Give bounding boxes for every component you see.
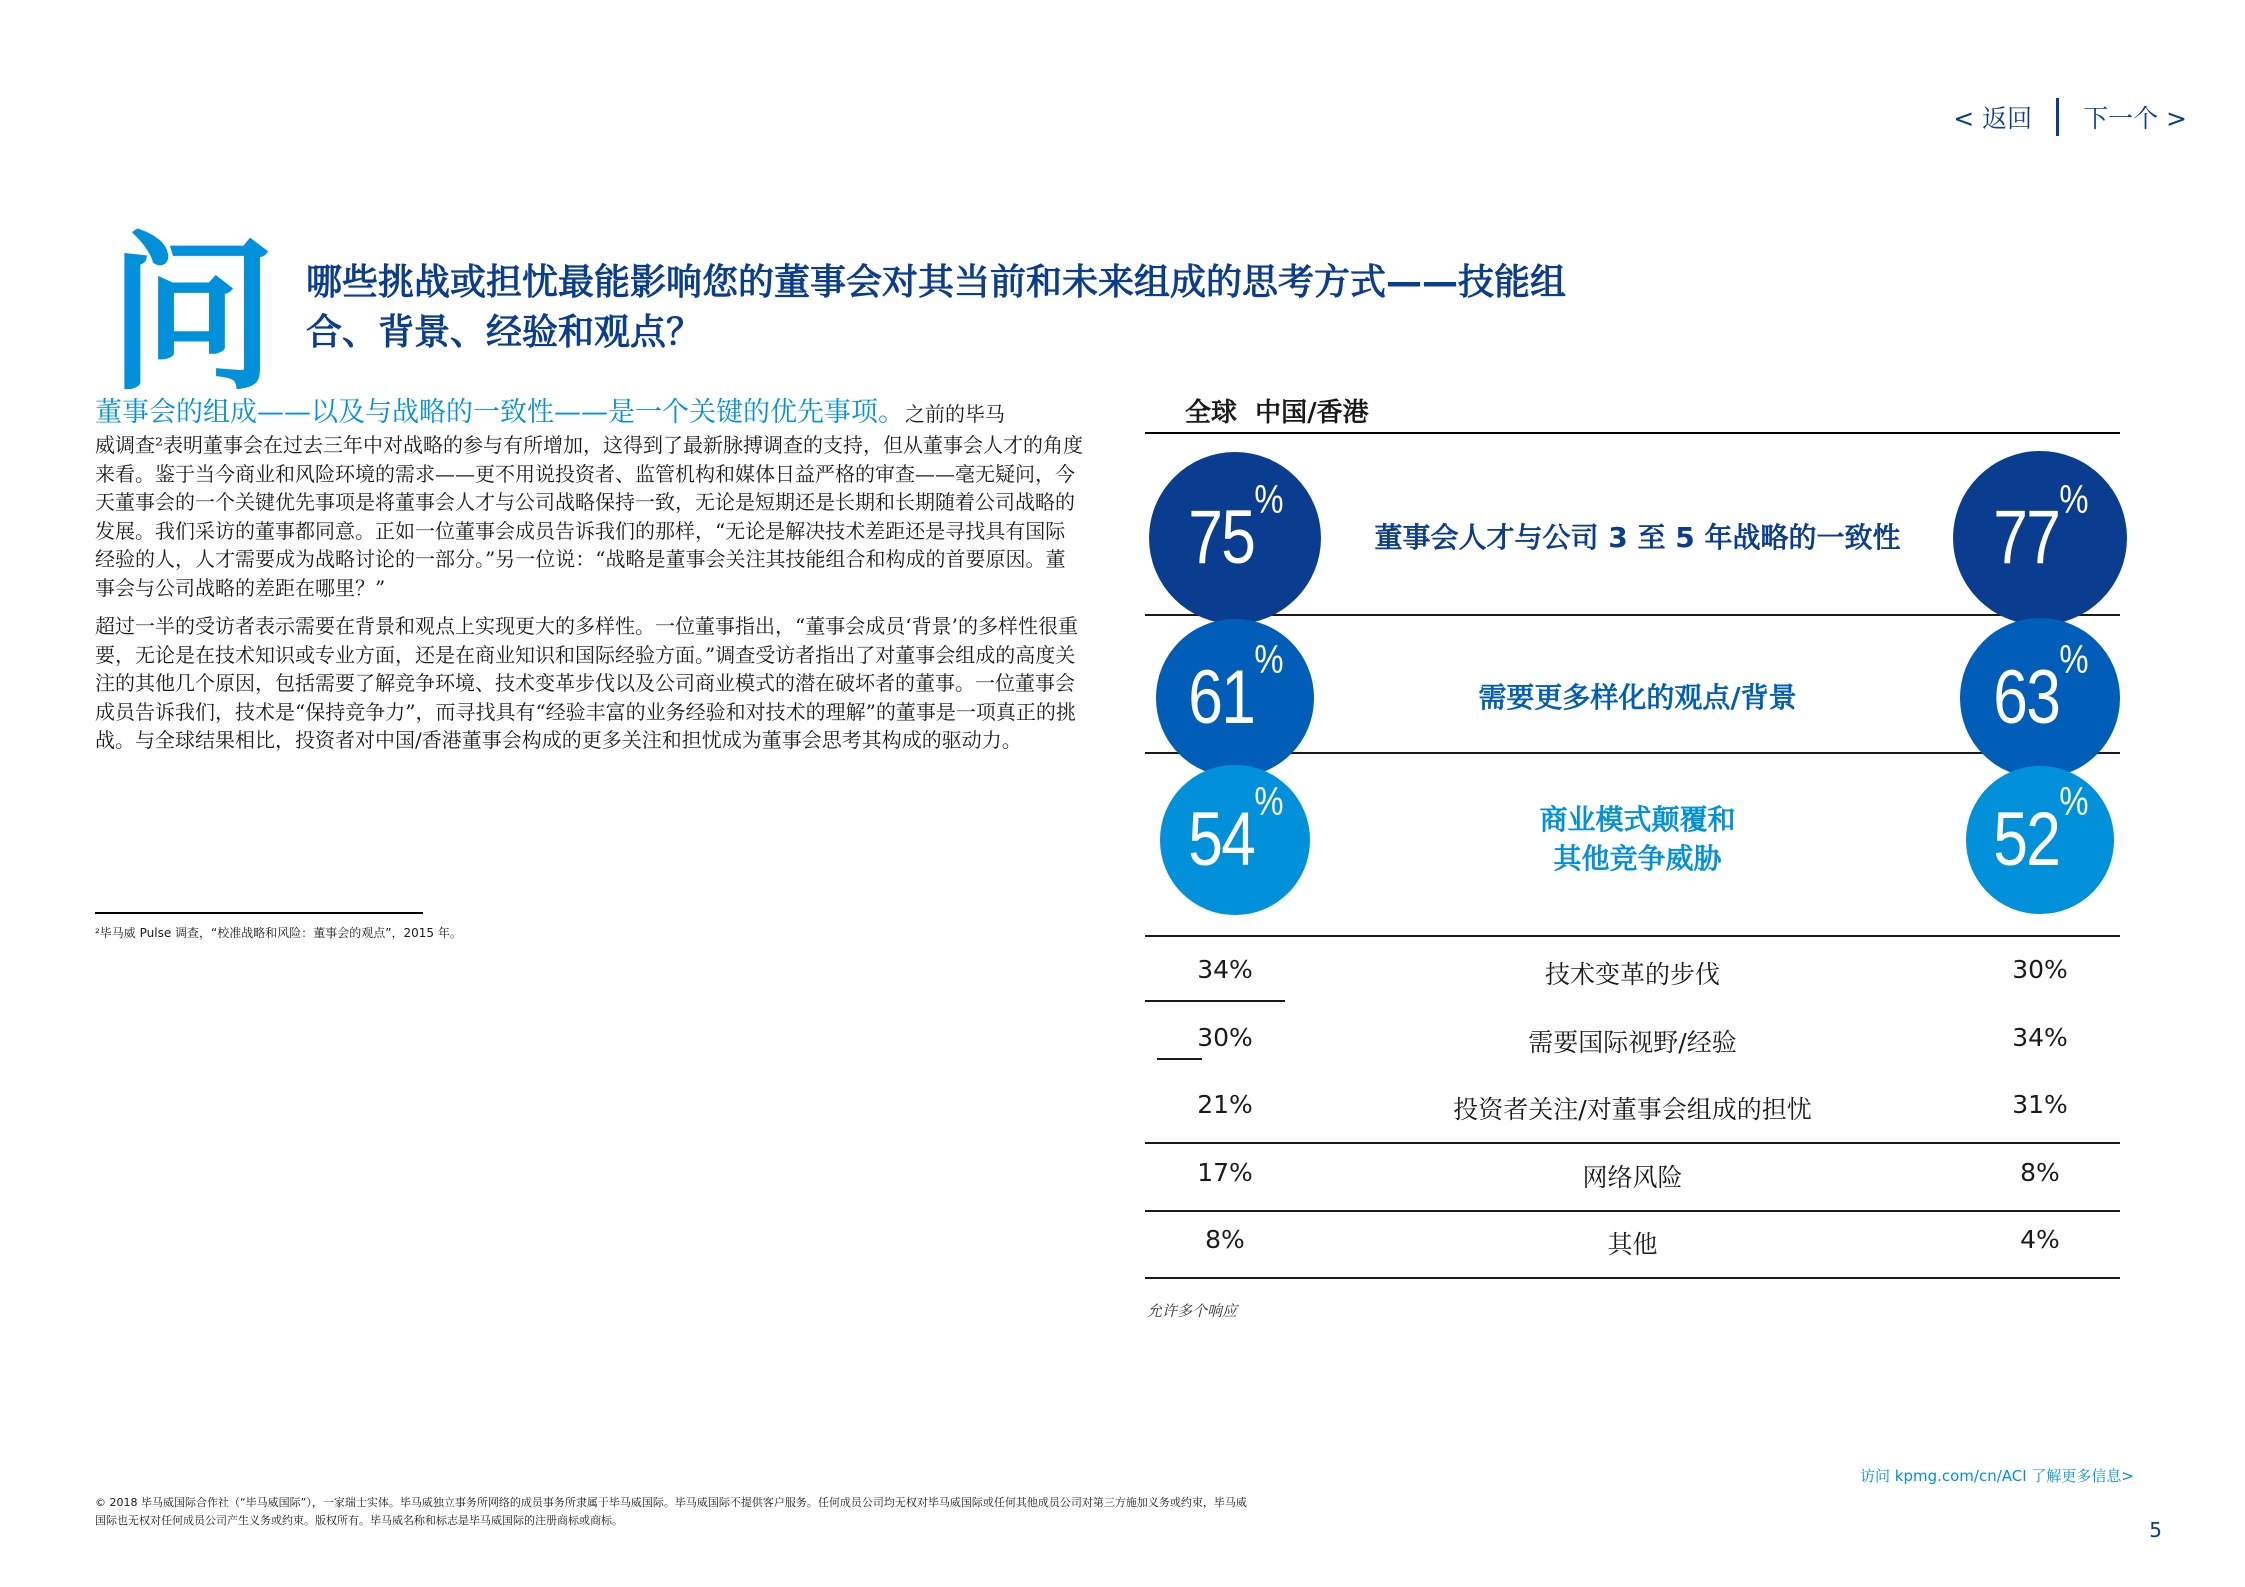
table-divider (1145, 1277, 2120, 1279)
circle-global-3 (1160, 765, 1309, 914)
chart-note: 允许多个响应 (1147, 1302, 1238, 1320)
percent-sign: % (1254, 637, 1282, 682)
visit-link[interactable]: 访问 kpmg.com/cn/ACI 了解更多信息> (1859, 1467, 2134, 1485)
circle-china-hk-3 (1966, 766, 2113, 913)
table-row (1145, 1072, 2120, 1138)
circle-global-2 (1156, 619, 1313, 776)
highlight-label-3: 商业模式颠覆和 其他竞争威胁 (1539, 803, 1736, 875)
circle-global-1 (1149, 452, 1322, 625)
cell-label: 其他 (1607, 1230, 1658, 1259)
legend-global: 全球 (1185, 398, 1238, 428)
cell-global: 34% (1197, 955, 1253, 984)
percent-sign: % (2059, 477, 2087, 522)
cell-global: 30% (1197, 1022, 1253, 1052)
cell-china: 30% (2012, 955, 2068, 984)
top-nav (1953, 98, 2187, 136)
table-divider (1145, 1142, 2120, 1144)
percent-sign: % (2059, 779, 2087, 824)
footnote: ²毕马威 Pulse 调查，“校准战略和风险：董事会的观点”，2015 年。 (95, 926, 462, 940)
table-row (1145, 1140, 2120, 1206)
body-text (95, 431, 1085, 765)
table-row (1145, 1005, 2120, 1071)
next-link[interactable]: 下一个 > (2083, 104, 2187, 133)
circle-value: 52% (1993, 779, 2087, 882)
table-divider (1157, 1058, 1202, 1060)
highlight-label-2: 需要更多样化的观点/背景 (1478, 681, 1797, 714)
circle-china-hk-1 (1953, 451, 2128, 626)
percent-sign: % (1254, 779, 1282, 824)
cell-global: 17% (1197, 1157, 1253, 1187)
cell-china: 8% (2020, 1157, 2060, 1187)
lead-highlight: 董事会的组成——以及与战略的一致性——是一个关键的优先事项。 (95, 397, 905, 428)
cell-global: 21% (1197, 1090, 1253, 1119)
circle-value: 77% (1993, 477, 2087, 580)
cell-global: 8% (1205, 1225, 1245, 1254)
nav-divider (2056, 98, 2059, 136)
chart-legend (1185, 392, 1369, 429)
page-title: 哪些挑战或担忧最能影响您的董事会对其当前和未来组成的思考方式——技能组合、背景、经验和观点？ (306, 262, 1567, 353)
page-number: 5 (2149, 1518, 2162, 1542)
cell-label: 需要国际视野/经验 (1528, 1027, 1737, 1057)
cell-china: 4% (2020, 1225, 2060, 1254)
table-row (1145, 1207, 2120, 1273)
table-row (1145, 937, 2120, 1003)
cell-china: 34% (2012, 1022, 2068, 1052)
circle-value: 75% (1188, 478, 1282, 580)
highlight-label-1: 董事会人才与公司 3 至 5 年战略的一致性 (1374, 521, 1901, 554)
chart-top-rule (1145, 432, 2120, 434)
table-divider (1145, 1210, 2120, 1212)
question-mark-char: 问 (108, 217, 276, 413)
cell-china: 31% (2012, 1090, 2068, 1119)
row-divider (1145, 614, 2120, 616)
percent-sign: % (1254, 478, 1282, 522)
circle-china-hk-2 (1960, 618, 2119, 777)
percent-sign: % (2059, 637, 2087, 682)
back-link[interactable]: < 返回 (1953, 104, 2033, 133)
circle-value: 54% (1188, 779, 1282, 882)
circle-value: 63% (1993, 637, 2087, 740)
circle-value: 61% (1188, 637, 1282, 740)
legend-china: 中国/香港 (1255, 398, 1369, 428)
table-divider (1145, 1000, 1285, 1002)
cell-label: 技术变革的步伐 (1544, 960, 1720, 989)
footnote-divider (95, 912, 423, 914)
lead-paragraph (95, 398, 1085, 429)
body-paragraph-2: 超过一半的受访者表示需要在背景和观点上实现更大的多样性。一位董事指出，“董事会成员‘背景’的多样性很重要，无论是在技术知识或专业方面，还是在商业知识和国际经验方面。”调查受访者指出了对董事会组成的高度关注的其他几个原因，包括需要了解竞争环境、技术变革步伐以及公司商业模式的潜在破坏者的董事。一位董事会成员告诉我们，技术是“保持竞争力”，而寻找具有“经验丰富的业务经验和对技术的理解”的董事是一项真正的挑战。与全球结果相比，投资者对中国/香港董事会构成的更多关注和担忧成为董事会思考其构成的驱动力。 (95, 614, 1078, 752)
lead-rest: 之前的毕马 (905, 402, 1005, 426)
cell-label: 投资者关注/对董事会组成的担忧 (1453, 1095, 1812, 1124)
copyright: © 2018 毕马威国际合作社（“毕马威国际”），一家瑞士实体。毕马威独立事务所网络的成员事务所隶属于毕马威国际。毕马威国际不提供客户服务。任何成员公司均无权对毕马威国际或任何其他成员公司对第三方施加义务或约束，毕马威国际也无权对任何成员公司产生义务或约束。版权所有。毕马威名称和标志是毕马威国际的注册商标或商标。 (95, 1496, 1247, 1527)
body-paragraph-1: 威调查²表明董事会在过去三年中对战略的参与有所增加，这得到了最新脉搏调查的支持，但从董事会人才的角度来看。鉴于当今商业和风险环境的需求——更不用说投资者、监管机构和媒体日益严格的审查——毫无疑问，今天董事会的一个关键优先事项是将董事会人才与公司战略保持一致，无论是短期还是长期和长期随着公司战略的发展。我们采访的董事都同意。正如一位董事会成员告诉我们的那样，“无论是解决技术差距还是寻找具有国际经验的人，人才需要成为战略讨论的一部分。”另一位说：“战略是董事会关注其技能组合和构成的首要原因。董事会与公司战略的差距在哪里？” (95, 433, 1084, 600)
cell-label: 网络风险 (1582, 1162, 1683, 1192)
